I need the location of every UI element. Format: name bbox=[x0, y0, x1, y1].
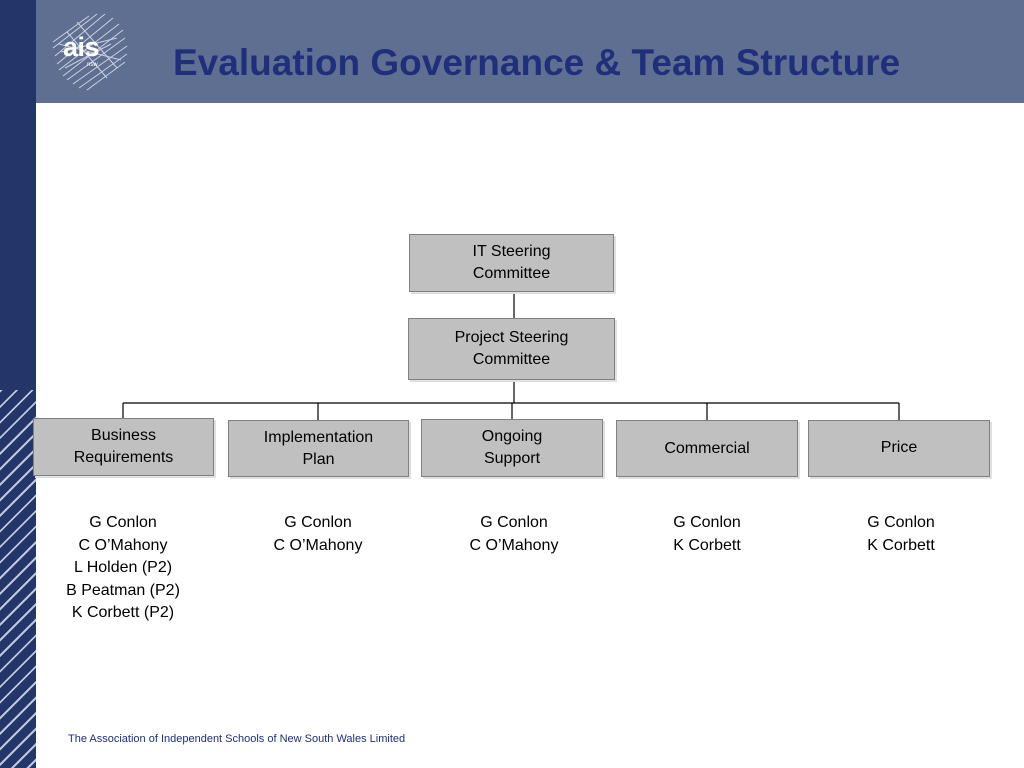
ongoing-support-box: Ongoing Support bbox=[421, 419, 603, 477]
member-name: G Conlon bbox=[89, 514, 157, 531]
member-name: K Corbett bbox=[673, 536, 741, 554]
logo-text: ais bbox=[63, 32, 100, 62]
member-name: B Peatman (P2) bbox=[66, 581, 180, 599]
member-name: C O’Mahony bbox=[469, 536, 559, 554]
implementation-plan-members bbox=[223, 512, 413, 557]
commercial-members bbox=[612, 512, 802, 557]
price-members bbox=[806, 512, 996, 557]
member-name: G Conlon bbox=[673, 514, 741, 531]
member-name: G Conlon bbox=[480, 514, 548, 531]
member-name: L Holden (P2) bbox=[73, 559, 173, 576]
member-name: K Corbett bbox=[867, 536, 935, 554]
member-name: C O’Mahony bbox=[273, 536, 363, 554]
it-steering-committee-box: IT Steering Committee bbox=[409, 234, 614, 292]
member-name: K Corbett (P2) bbox=[71, 604, 175, 621]
member-name: G Conlon bbox=[284, 514, 352, 531]
footer-organization-name: The Association of Independent Schools of New South Wales Limited bbox=[68, 733, 406, 745]
member-name: C O’Mahony bbox=[78, 536, 168, 554]
business-requirements-box: Business Requirements bbox=[33, 418, 214, 476]
commercial-box: Commercial bbox=[616, 420, 798, 477]
member-name: G Conlon bbox=[867, 514, 935, 531]
price-box: Price bbox=[808, 420, 990, 477]
ongoing-support-members bbox=[419, 512, 609, 557]
logo-subtext: nsw bbox=[87, 62, 98, 68]
implementation-plan-box: Implementation Plan bbox=[228, 420, 409, 477]
page-title: Evaluation Governance & Team Structure bbox=[173, 42, 901, 83]
business-requirements-members bbox=[28, 512, 218, 625]
project-steering-committee-box: Project Steering Committee bbox=[408, 318, 615, 380]
